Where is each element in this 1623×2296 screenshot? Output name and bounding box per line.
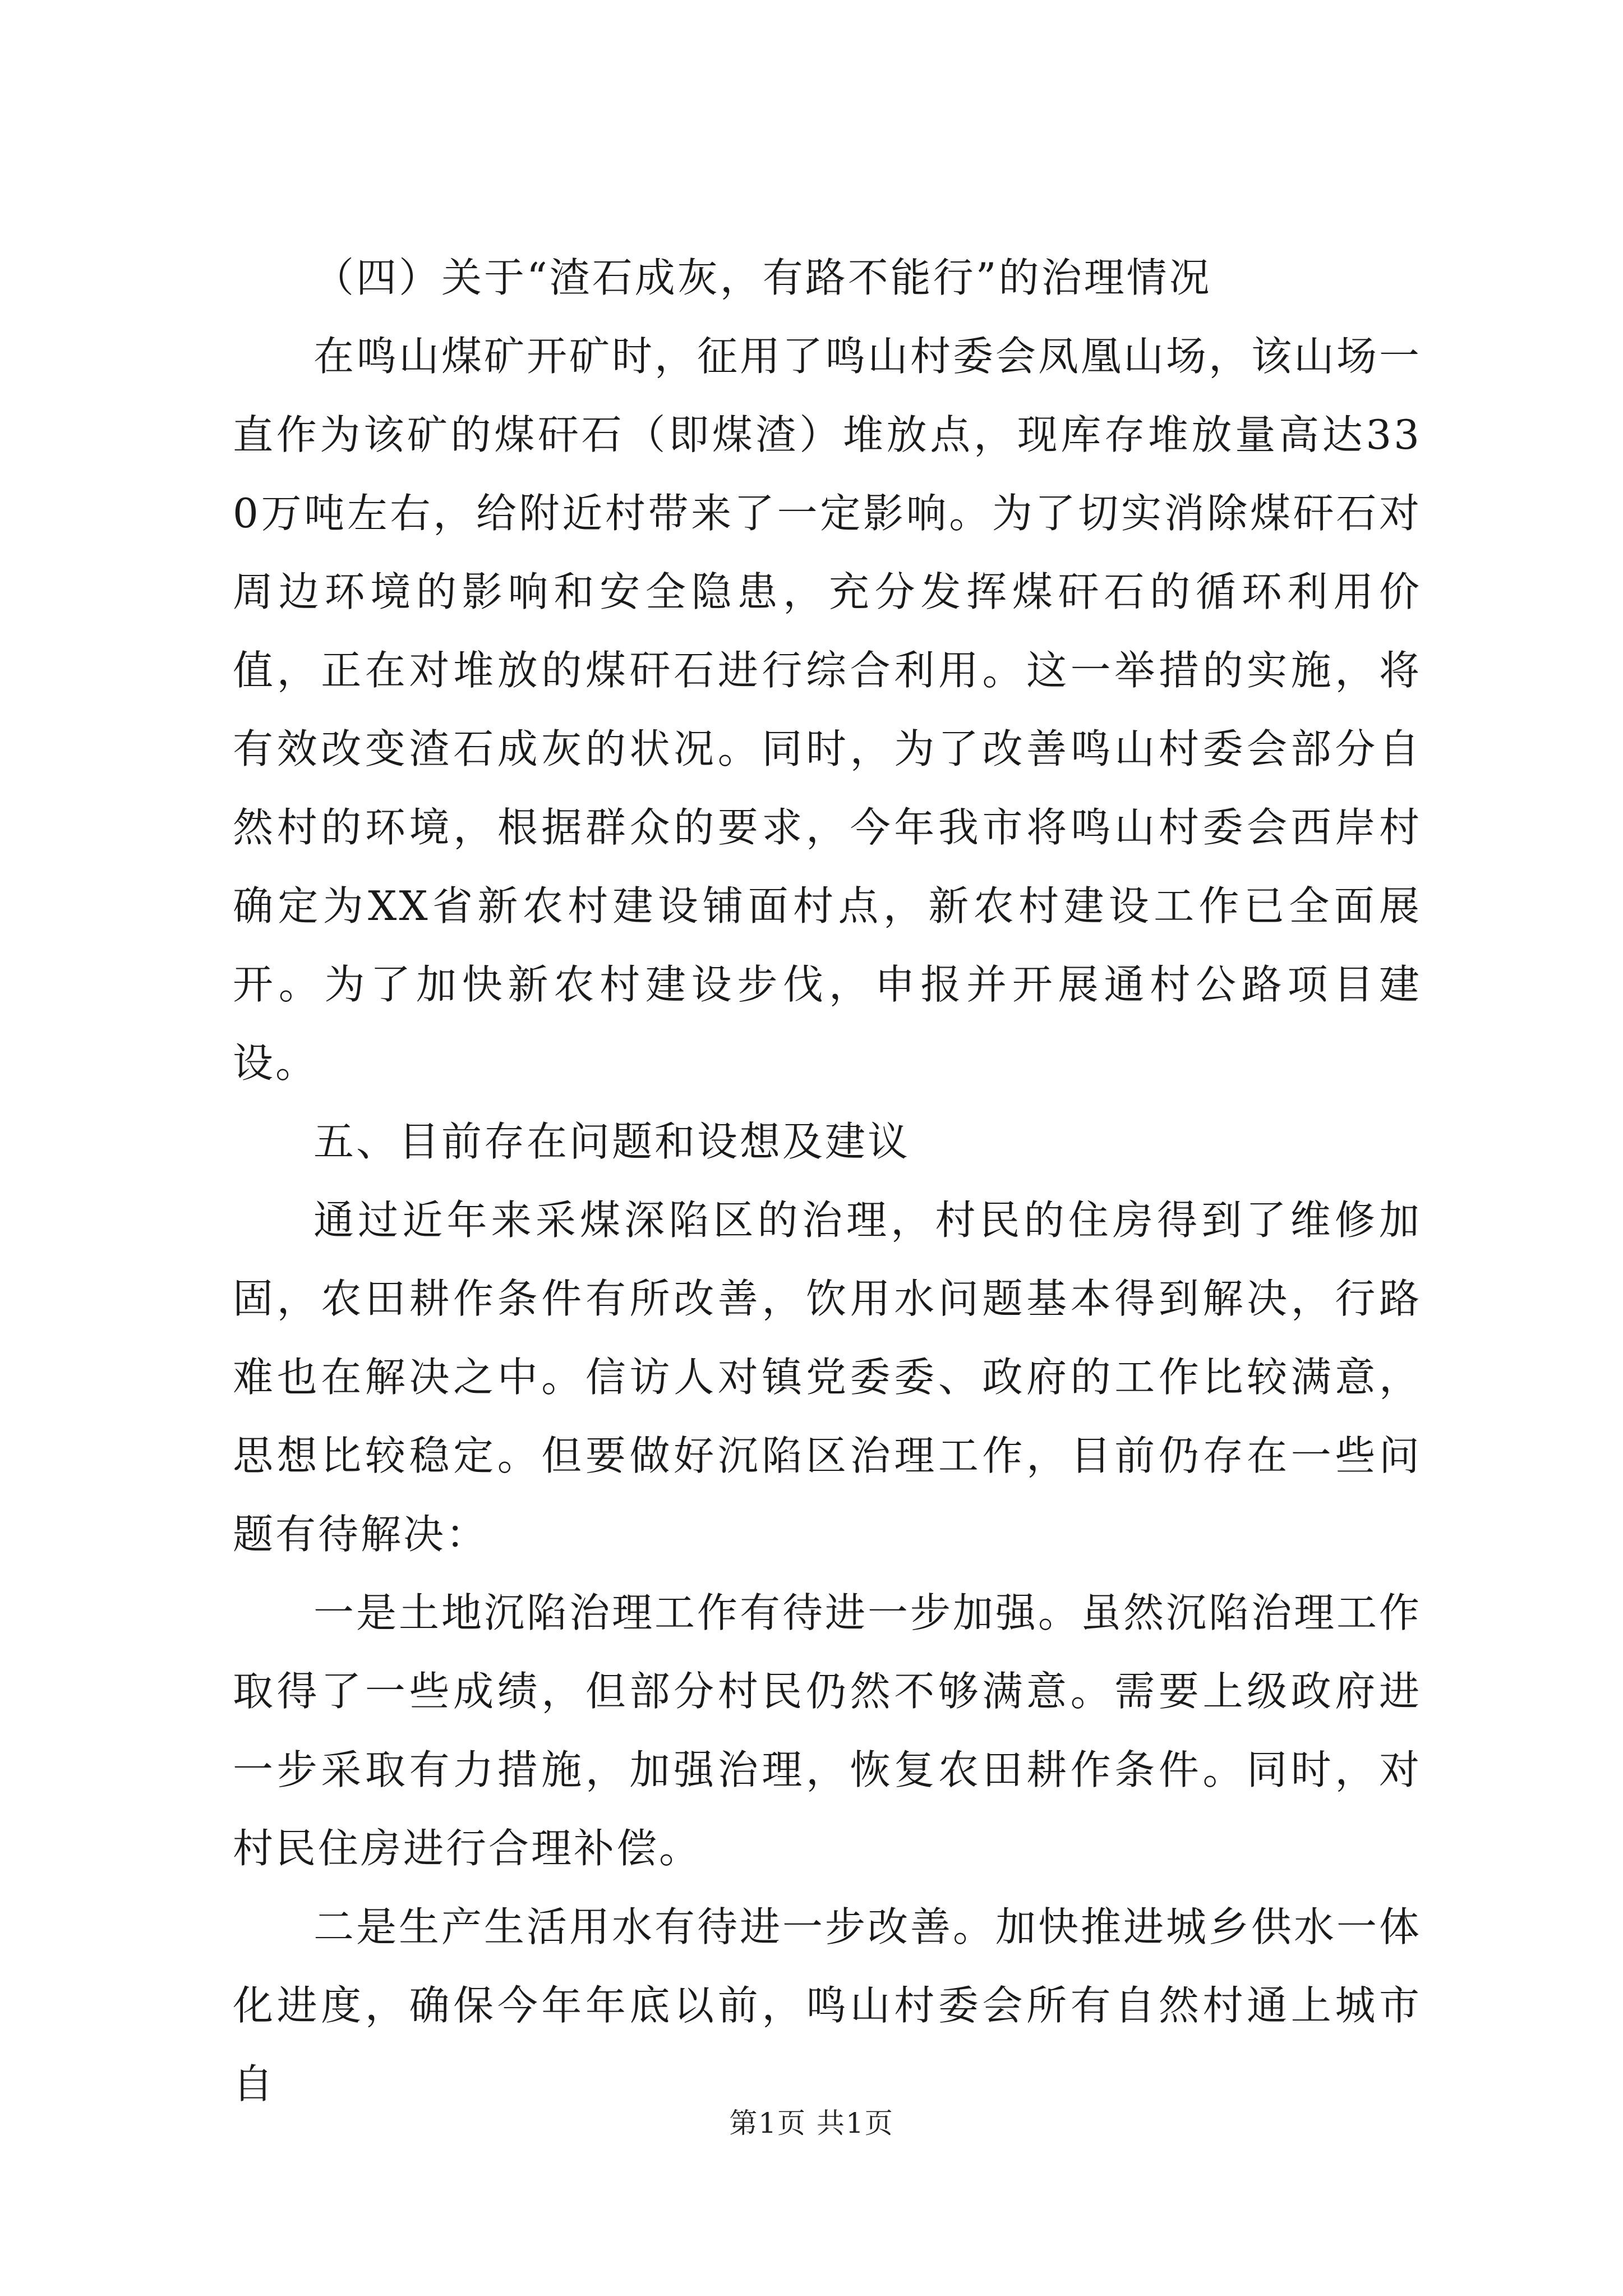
paragraph-water-supply: 二是生产生活用水有待进一步改善。加快推进城乡供水一体化进度，确保今年年底以前，鸣山村委会所有自然村通上城市自 xyxy=(233,1903,1422,2108)
page-footer: 第1页 共1页 xyxy=(729,2107,894,2139)
document-body xyxy=(233,238,1422,2123)
section-heading-5: 五、目前存在问题和设想及建议 xyxy=(313,1118,911,1165)
paragraph-coal-gangue: 在鸣山煤矿开矿时，征用了鸣山村委会凤凰山场，该山场一直作为该矿的煤矸石（即煤渣）堆放点，现库存堆放量高达330万吨左右，给附近村带来了一定影响。为了切实消除煤矸石对周边环境的影响和安全隐患，充分发挥煤矸石的循环利用价值，正在对堆放的煤矸石进行综合利用。这一举措的实施，将有效改变渣石成灰的状况。同时，为了改善鸣山村委会部分自然村的环境，根据群众的要求，今年我市将鸣山村委会西岸村确定为XX省新农村建设铺面村点，新农村建设工作已全面展开。为了加快新农村建设步伐，申报并开展通村公路项目建设。 xyxy=(233,333,1422,1087)
paragraph-overview: 通过近年来采煤深陷区的治理，村民的住房得到了维修加固，农田耕作条件有所改善，饮用水问题基本得到解决，行路难也在解决之中。信访人对镇党委委、政府的工作比较满意，思想比较稳定。但要做好沉陷区治理工作，目前仍存在一些问题有待解决： xyxy=(233,1197,1422,1558)
paragraph-land-subsidence: 一是土地沉陷治理工作有待进一步加强。虽然沉陷治理工作取得了一些成绩，但部分村民仍然不够满意。需要上级政府进一步采取有力措施，加强治理，恢复农田耕作条件。同时，对村民住房进行合理补偿。 xyxy=(233,1589,1422,1872)
section-heading-4: （四）关于“渣石成灰，有路不能行”的治理情况 xyxy=(313,254,1212,301)
